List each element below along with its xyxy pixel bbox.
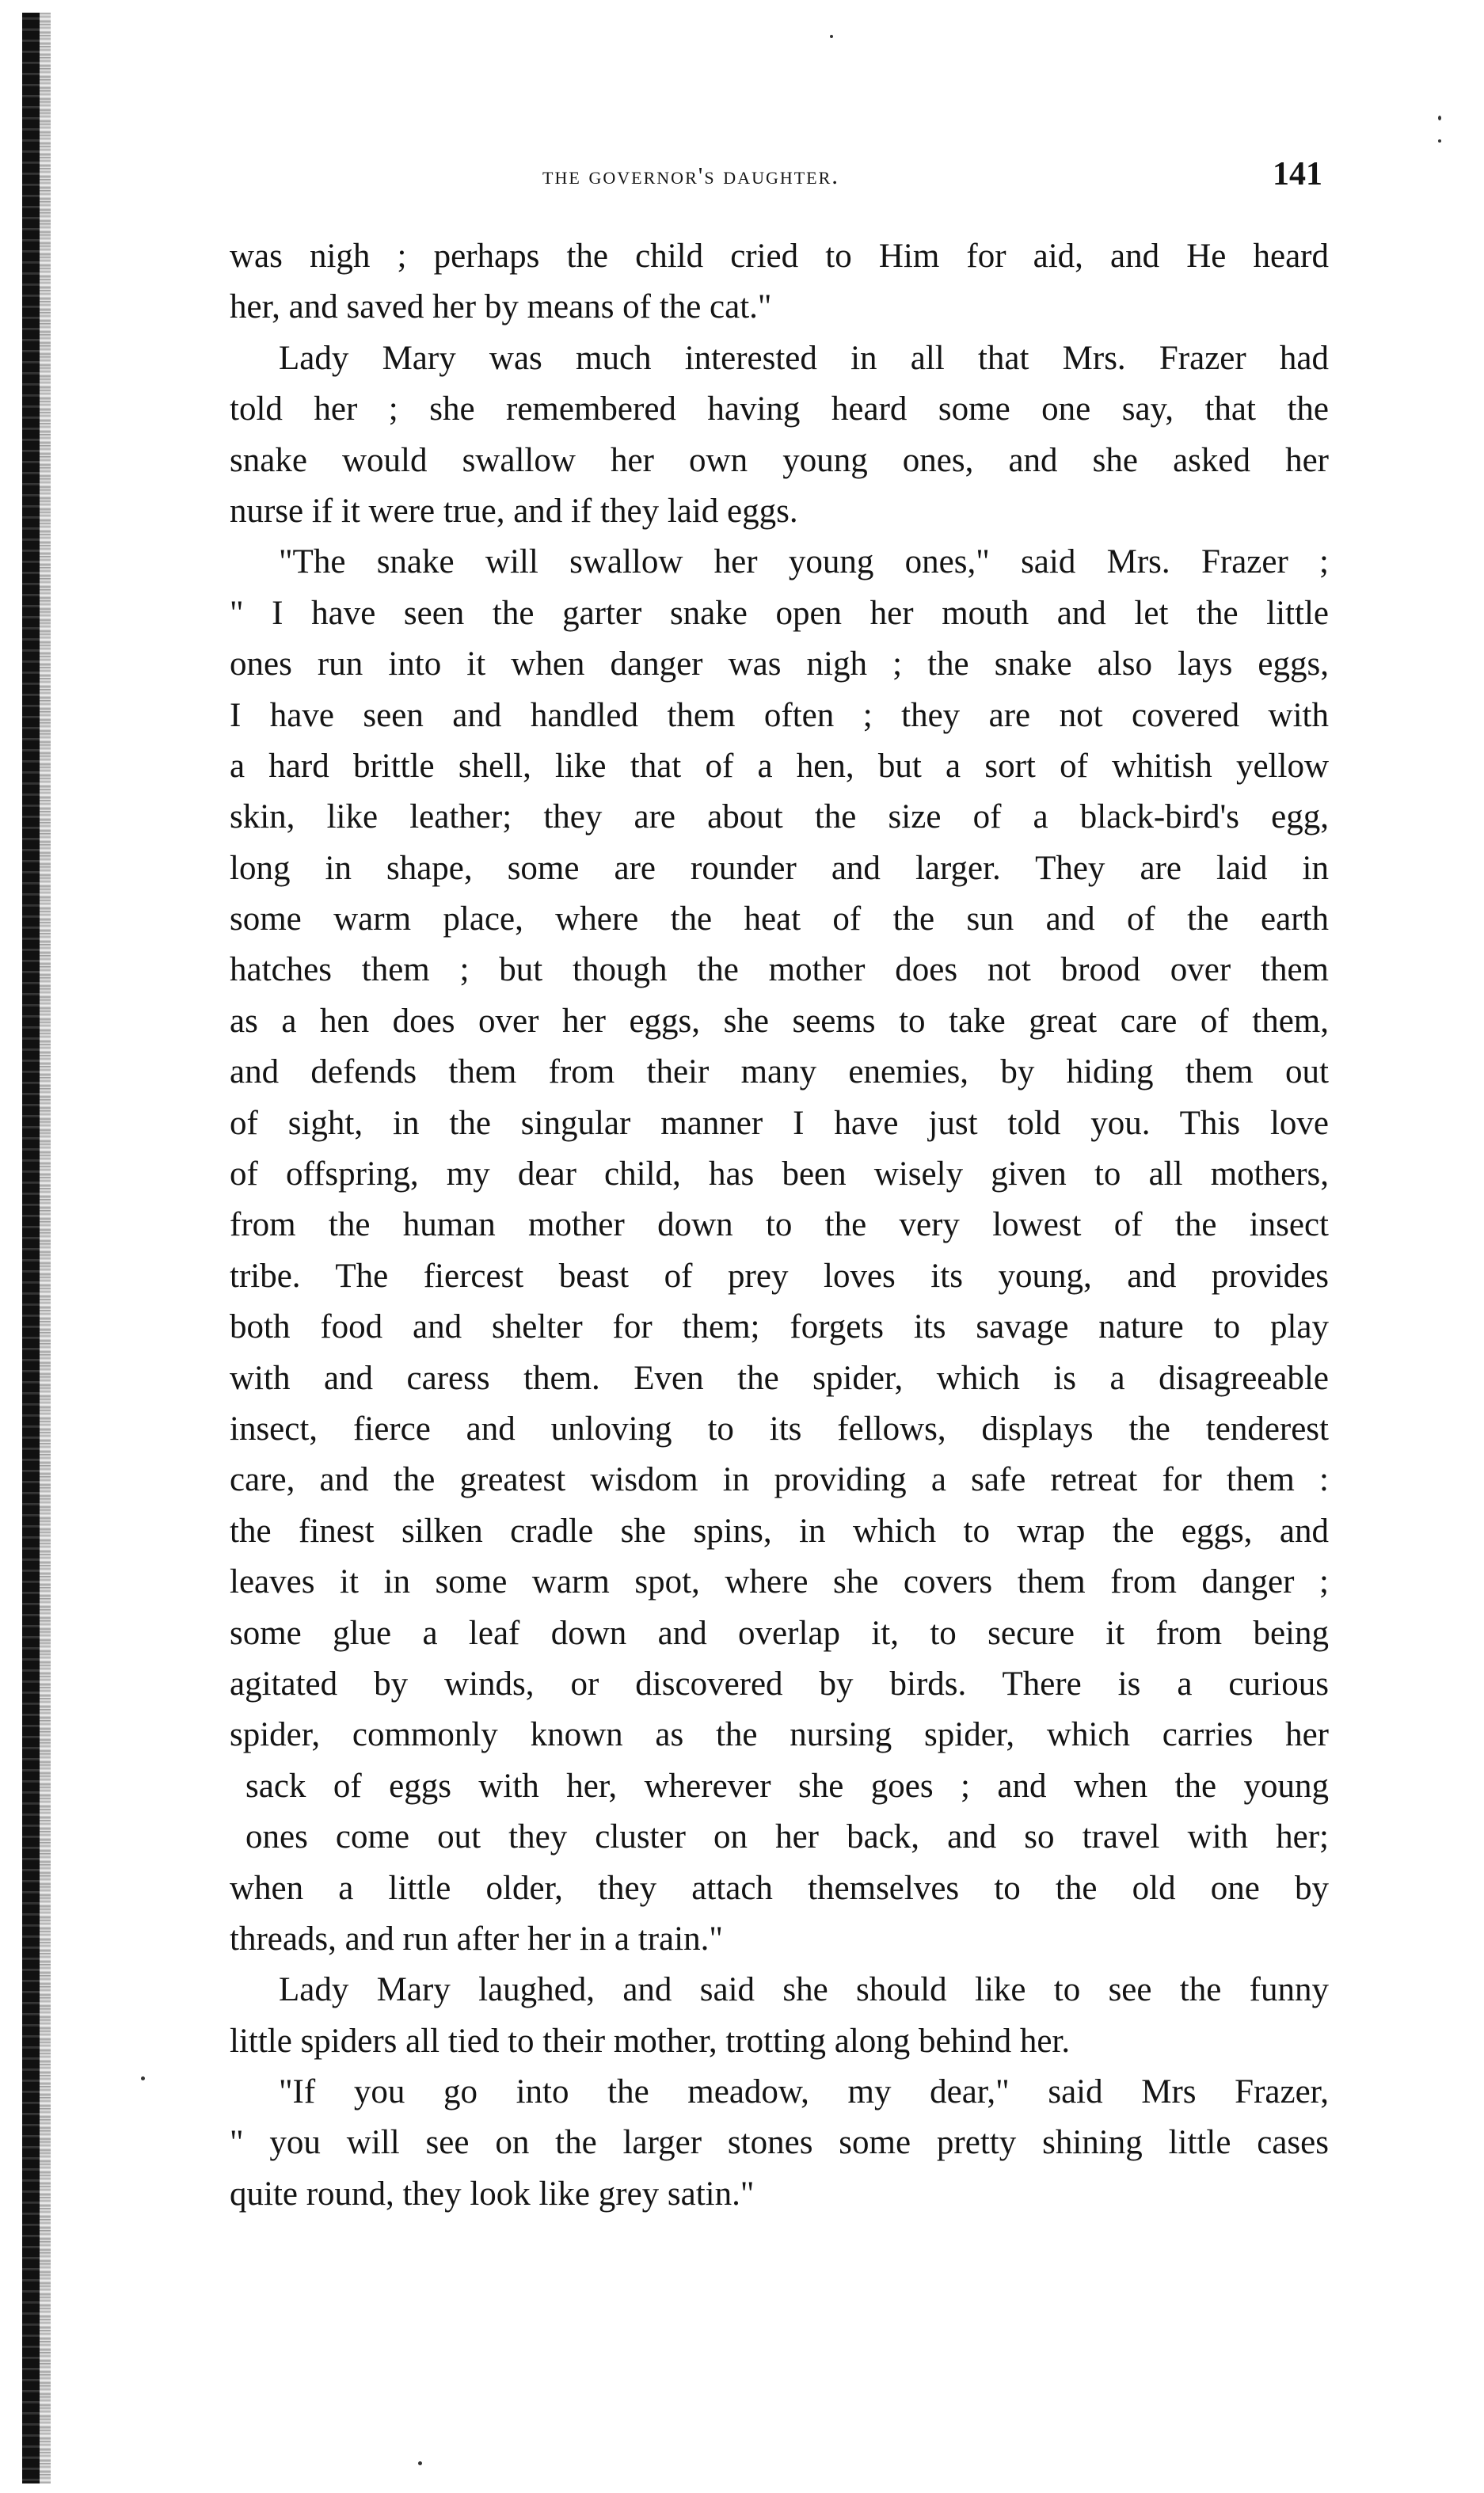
- scan-speck: [141, 2076, 145, 2080]
- text-line: of sight, in the singular manner I have just told you. This love: [230, 1104, 1329, 1142]
- text-line: as a hen does over her eggs, she seems to take great care of them,: [230, 1002, 1329, 1040]
- text-line: sack of eggs with her, wherever she goes ; and when the young: [245, 1767, 1329, 1805]
- text-line: some glue a leaf down and overlap it, to secure it from being: [230, 1614, 1329, 1652]
- text-line: told her ; she remembered having heard some one say, that the: [230, 390, 1329, 428]
- text-line: Lady Mary laughed, and said she should like to see the funny: [279, 1971, 1329, 2009]
- scan-speck: [1438, 139, 1441, 143]
- text-line: the finest silken cradle she spins, in which to wrap the eggs, and: [230, 1512, 1329, 1550]
- body-text: [230, 231, 1329, 2220]
- text-line: insect, fierce and unloving to its fellows, displays the tenderest: [230, 1410, 1329, 1448]
- text-line: her, and saved her by means of the cat.": [230, 288, 772, 326]
- text-line: with and caress them. Even the spider, which is a disagreeable: [230, 1359, 1329, 1397]
- text-line: when a little older, they attach themselves to the old one by: [230, 1869, 1329, 1907]
- text-line: threads, and run after her in a train.": [230, 1920, 723, 1958]
- text-line: and defends them from their many enemies, by hiding them out: [230, 1053, 1329, 1091]
- text-line: care, and the greatest wisdom in providing a safe retreat for them :: [230, 1461, 1329, 1499]
- page-binding-edge: [22, 13, 40, 2483]
- text-line: nurse if it were true, and if they laid eggs.: [230, 492, 798, 530]
- text-line: Lady Mary was much interested in all that Mrs. Frazer had: [279, 339, 1329, 377]
- text-line: skin, like leather; they are about the size of a black-bird's egg,: [230, 798, 1329, 836]
- text-line: long in shape, some are rounder and larger. They are laid in: [230, 849, 1329, 887]
- text-line: ones come out they cluster on her back, and so travel with her;: [245, 1818, 1329, 1856]
- text-line: tribe. The fiercest beast of prey loves its young, and provides: [230, 1257, 1329, 1295]
- text-line: " I have seen the garter snake open her mouth and let the little: [230, 594, 1329, 632]
- text-line: spider, commonly known as the nursing spider, which carries her: [230, 1716, 1329, 1754]
- text-line: I have seen and handled them often ; they are not covered with: [230, 696, 1329, 734]
- text-line: " you will see on the larger stones some pretty shining little cases: [230, 2124, 1329, 2162]
- running-head: the governor's daughter.: [542, 162, 840, 189]
- page-header: [230, 155, 1338, 203]
- text-line: was nigh ; perhaps the child cried to Him for aid, and He heard: [230, 238, 1329, 275]
- scan-speck: [830, 35, 833, 38]
- text-line: "If you go into the meadow, my dear," said Mrs Frazer,: [279, 2073, 1329, 2111]
- text-line: ones run into it when danger was nigh ; the snake also lays eggs,: [230, 645, 1329, 683]
- scan-speck: [418, 2461, 422, 2465]
- text-line: some warm place, where the heat of the sun and of the earth: [230, 900, 1329, 938]
- text-line: both food and shelter for them; forgets its savage nature to play: [230, 1308, 1329, 1346]
- text-line: hatches them ; but though the mother does not brood over them: [230, 951, 1329, 989]
- text-line: snake would swallow her own young ones, and she asked her: [230, 441, 1329, 479]
- page-number: 141: [1273, 156, 1322, 192]
- text-line: agitated by winds, or discovered by birds. There is a curious: [230, 1665, 1329, 1703]
- text-line: quite round, they look like grey satin.": [230, 2175, 755, 2213]
- text-line: from the human mother down to the very lowest of the insect: [230, 1206, 1329, 1244]
- text-line: "The snake will swallow her young ones," said Mrs. Frazer ;: [279, 543, 1329, 581]
- text-line: of offspring, my dear child, has been wisely given to all mothers,: [230, 1155, 1329, 1193]
- scan-speck: [1438, 116, 1441, 120]
- text-line: leaves it in some warm spot, where she covers them from danger ;: [230, 1563, 1329, 1601]
- text-line: a hard brittle shell, like that of a hen, but a sort of whitish yellow: [230, 747, 1329, 785]
- text-line: little spiders all tied to their mother, trotting along behind her.: [230, 2022, 1071, 2060]
